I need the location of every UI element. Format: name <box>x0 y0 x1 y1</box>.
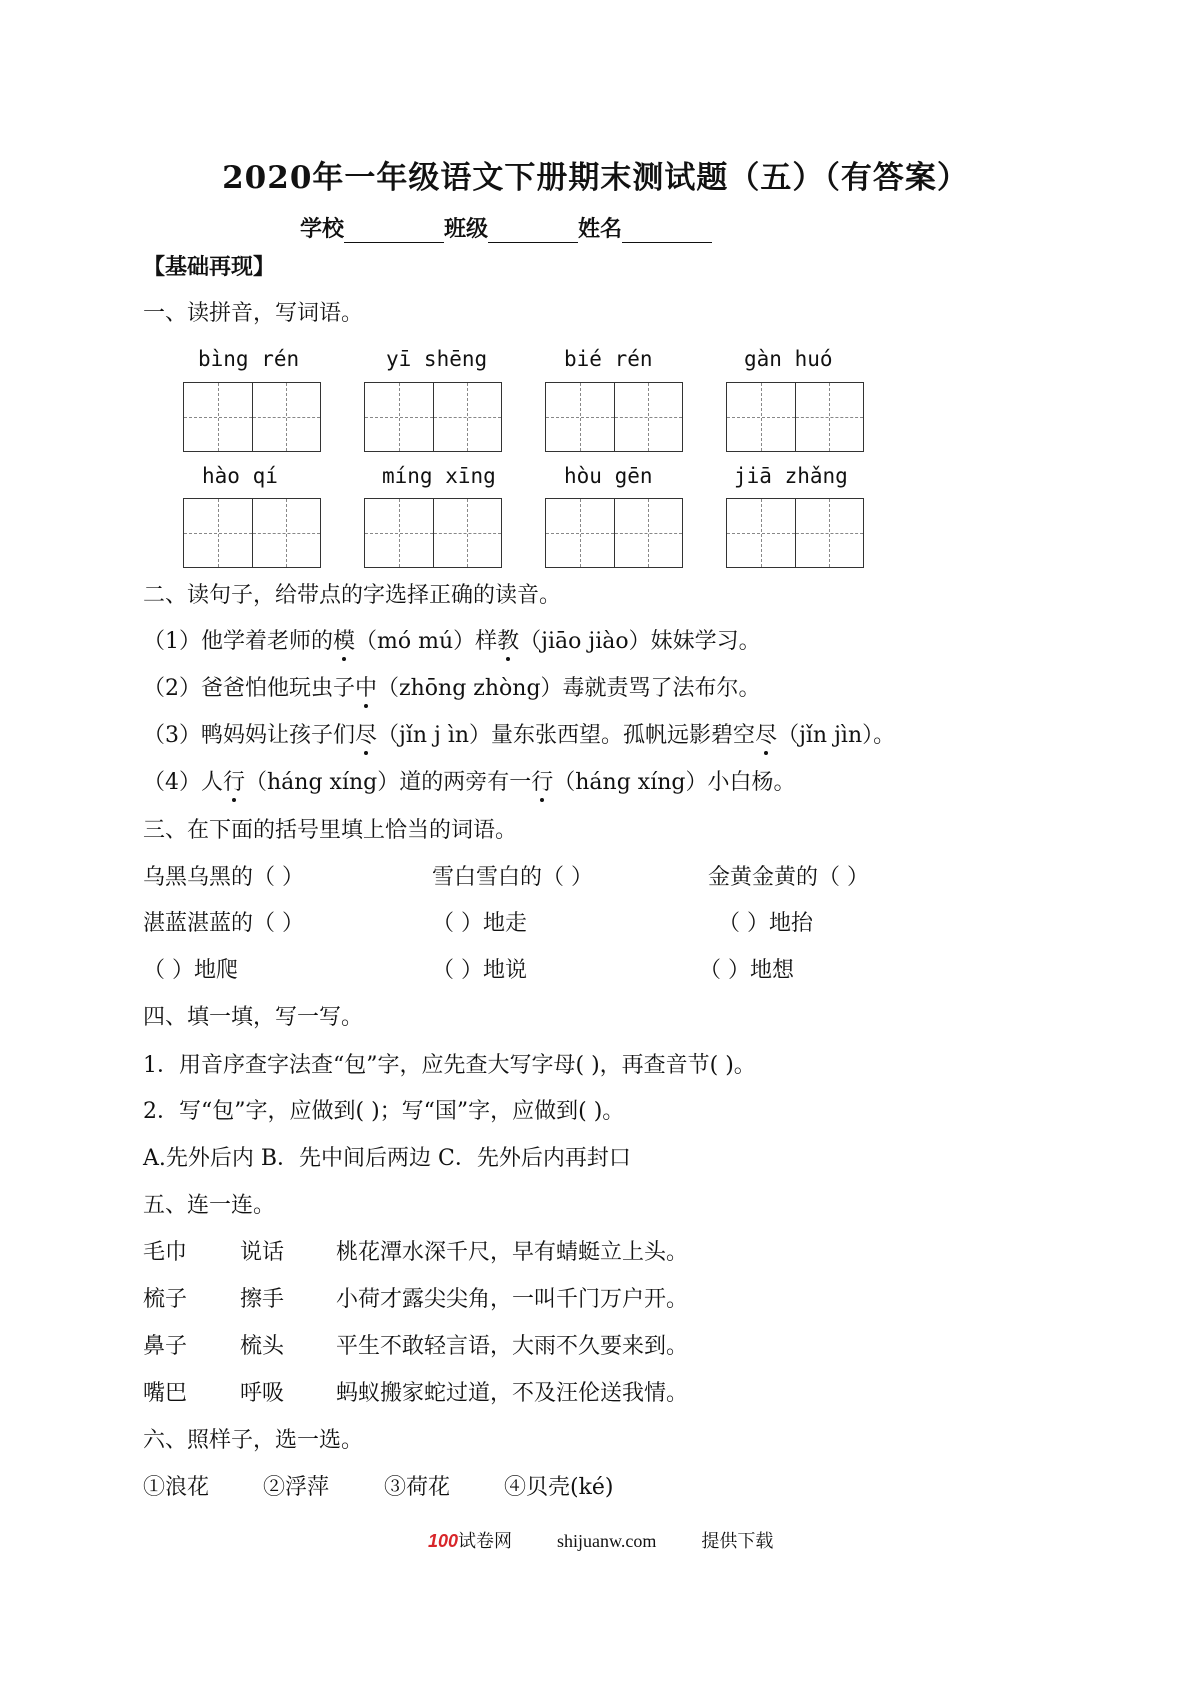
q5-col3-item: 平生不敢轻言语，大雨不久要来到。 <box>336 1334 689 1359</box>
q2-sentence-1: （1）他学着老师的模（mó mú）样教（jiāo jiào）妹妹学习。 <box>143 624 761 655</box>
q5-col1-item: 嘴巴 <box>143 1381 188 1406</box>
q2-sentence-4: （4）人行（háng xíng）道的两旁有一行（háng xíng）小白杨。 <box>143 765 796 796</box>
q5-col1-item: 鼻子 <box>143 1334 188 1359</box>
school-label: 学校 <box>300 216 345 242</box>
q3-item: （ ）地抬 <box>718 911 813 936</box>
site-name: 试卷网 <box>458 1531 513 1551</box>
q3-item: （ ）地走 <box>432 911 527 936</box>
q5-heading: 五、连一连。 <box>143 1193 276 1218</box>
download-note: 提供下载 <box>701 1531 774 1551</box>
writing-grid[interactable] <box>545 382 683 452</box>
q3-item: 雪白雪白的（ ） <box>432 865 593 890</box>
pinyin-label: bié rén <box>564 347 653 371</box>
pinyin-label: jiā zhǎng <box>734 464 848 488</box>
q4-line-2: 2．写“包”字，应做到( )；写“国”字，应做到( )。 <box>143 1099 625 1124</box>
writing-grid[interactable] <box>183 382 321 452</box>
pinyin-label: yī shēng <box>386 347 488 371</box>
q6-heading: 六、照样子，选一选。 <box>143 1428 364 1453</box>
q5-col2-item: 说话 <box>240 1240 285 1265</box>
q5-col3-item: 蚂蚁搬家蛇过道，不及汪伦送我情。 <box>336 1381 689 1406</box>
q3-item: 乌黑乌黑的（ ） <box>143 865 304 890</box>
q3-item: （ ）地爬 <box>143 958 238 983</box>
name-label: 姓名 <box>578 216 623 242</box>
name-blank[interactable] <box>622 220 712 243</box>
pinyin-label: hào qí <box>202 464 278 488</box>
q6-item: ①浪花 <box>143 1475 210 1500</box>
pinyin-label: bìng rén <box>198 347 300 371</box>
section-header: 【基础再现】 <box>143 254 276 280</box>
class-blank[interactable] <box>488 220 578 243</box>
q5-col2-item: 梳头 <box>240 1334 285 1359</box>
writing-grid[interactable] <box>545 498 683 568</box>
q5-col2-item: 擦手 <box>240 1287 285 1312</box>
q4-line-1: 1．用音序查字法查“包”字，应先查大写字母( )，再查音节( )。 <box>143 1053 756 1078</box>
q6-item: ③荷花 <box>384 1475 451 1500</box>
writing-grid[interactable] <box>364 382 502 452</box>
q4-options: A.先外后内 B．先中间后两边 C．先外后内再封口 <box>143 1146 631 1171</box>
q1-heading: 一、读拼音，写词语。 <box>143 301 364 326</box>
site-url[interactable]: shijuanw.com <box>557 1531 657 1551</box>
pinyin-label: míng xīng <box>382 464 496 488</box>
q5-col2-item: 呼吸 <box>240 1381 285 1406</box>
pinyin-label: hòu gēn <box>564 464 653 488</box>
q2-sentence-2: （2）爸爸怕他玩虫子中（zhōng zhòng）毒就责骂了法布尔。 <box>143 671 761 702</box>
site-logo: 100 <box>428 1531 459 1551</box>
writing-grid[interactable] <box>726 498 864 568</box>
q6-item: ④贝壳(ké) <box>504 1475 614 1500</box>
class-label: 班级 <box>444 216 489 242</box>
page-title: 2020年一年级语文下册期末测试题（五）（有答案） <box>222 160 969 196</box>
writing-grid[interactable] <box>364 498 502 568</box>
q5-col1-item: 毛巾 <box>143 1240 188 1265</box>
q2-heading: 二、读句子，给带点的字选择正确的读音。 <box>143 583 562 608</box>
q2-sentence-3: （3）鸭妈妈让孩子们尽（jǐn j ìn）量东张西望。孤帆远影碧空尽（jǐn jìn）。 <box>143 718 895 749</box>
writing-grid[interactable] <box>183 498 321 568</box>
q3-item: 湛蓝湛蓝的（ ） <box>143 911 304 936</box>
q5-col1-item: 梳子 <box>143 1287 188 1312</box>
header-fields <box>300 212 712 243</box>
q3-item: 金黄金黄的（ ） <box>708 865 869 890</box>
q3-heading: 三、在下面的括号里填上恰当的词语。 <box>143 818 518 843</box>
q5-col3-item: 小荷才露尖尖角，一叫千门万户开。 <box>336 1287 689 1312</box>
school-blank[interactable] <box>344 220 444 243</box>
pinyin-label: gàn huó <box>744 347 833 371</box>
q6-item: ②浮萍 <box>263 1475 330 1500</box>
q5-col3-item: 桃花潭水深千尺，早有蜻蜓立上头。 <box>336 1240 689 1265</box>
footer <box>428 1527 773 1553</box>
q3-item: （ ）地想 <box>699 958 794 983</box>
writing-grid[interactable] <box>726 382 864 452</box>
q4-heading: 四、填一填，写一写。 <box>143 1005 364 1030</box>
q3-item: （ ）地说 <box>432 958 527 983</box>
